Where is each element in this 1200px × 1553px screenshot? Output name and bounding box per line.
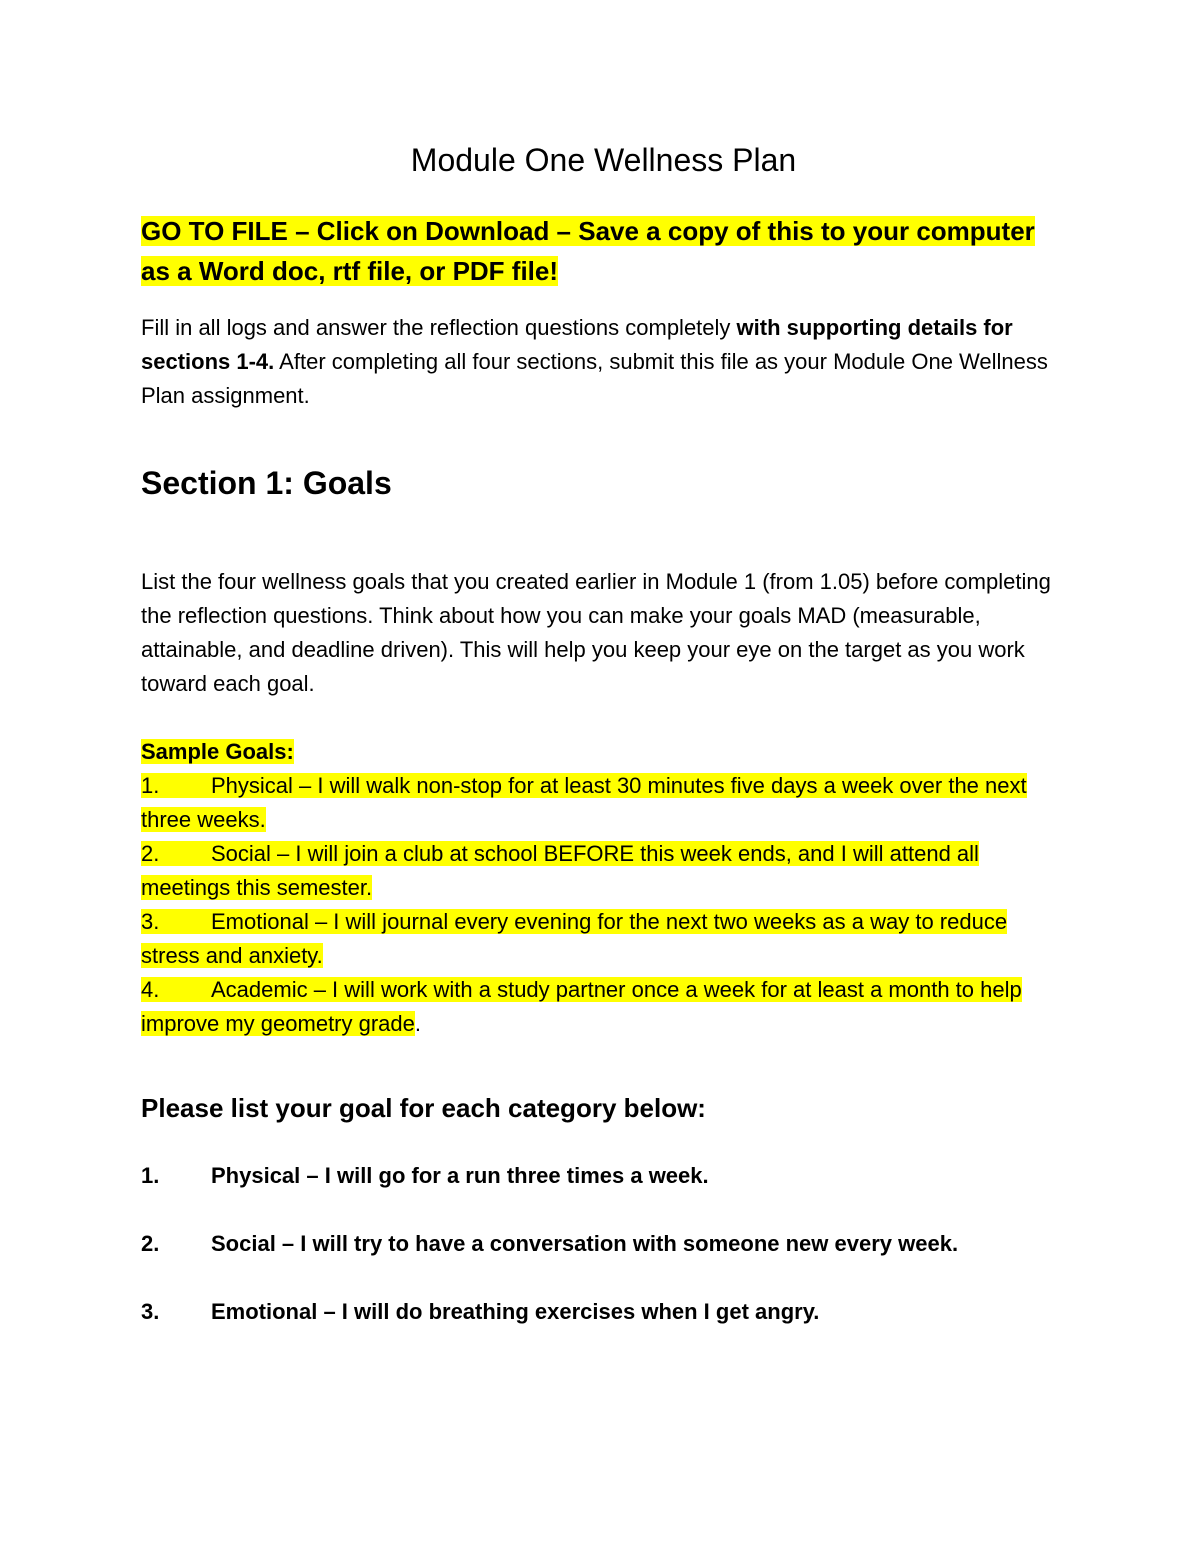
sample-goal-text: Social – I will join a club at school BEFORE this week ends, and I will attend all meetings this semester. — [141, 841, 979, 900]
instructions-bold-text: with supporting details for sections 1-4. — [141, 315, 1013, 374]
sample-goal-number: 4. — [141, 977, 160, 1002]
section-1-intro: List the four wellness goals that you created earlier in Module 1 (from 1.05) before completing the reflection questions. Think about how you can make your goals MAD (measurable, attainable, and deadline driven). This will help you keep your eye on the target as you work toward each goal. — [141, 569, 1051, 696]
sample-goal-number: 3. — [141, 909, 160, 934]
assignment-instructions — [141, 311, 1066, 413]
instructions-text-end: After completing all four sections, submit this file as your Module One Wellness Plan assignment. — [141, 349, 1048, 408]
document-title: Module One Wellness Plan — [410, 142, 797, 178]
goal-answer — [141, 1227, 1066, 1261]
sample-goal-trailing-period: . — [414, 1011, 422, 1036]
download-instruction-text: GO TO FILE – Click on Download – Save a copy of this to your computer as a Word doc, rtf file, or PDF file! — [141, 216, 1035, 286]
download-instruction — [141, 211, 1066, 291]
sample-goals — [141, 735, 1066, 1041]
goal-answer-text: Social – I will try to have a conversation with someone new every week. — [211, 1231, 959, 1256]
sample-goal-number: 2. — [141, 841, 160, 866]
goal-list-heading: Please list your goal for each category below: — [141, 1093, 706, 1123]
goal-answer — [141, 1295, 1066, 1329]
sample-goal-number: 1. — [141, 773, 160, 798]
section-1-heading: Section 1: Goals — [141, 465, 392, 501]
goal-answer-text: Physical – I will go for a run three times a week. — [211, 1163, 709, 1188]
sample-goals-title-line — [141, 735, 1066, 769]
sample-goal-item — [141, 837, 1066, 905]
goal-answer-number: 1. — [141, 1163, 160, 1188]
goal-answer — [141, 1159, 1066, 1193]
goal-answer-number: 2. — [141, 1231, 160, 1256]
sample-goal-text: Academic – I will work with a study partner once a week for at least a month to help improve my geometry grade — [141, 977, 1022, 1036]
sample-goal-text: Emotional – I will journal every evening for the next two weeks as a way to reduce stress and anxiety. — [141, 909, 1008, 968]
sample-goal-item — [141, 973, 1066, 1041]
instructions-text-start: Fill in all logs and answer the reflection questions completely — [141, 315, 737, 340]
document-page — [141, 140, 1066, 1329]
goal-answer-number: 3. — [141, 1299, 160, 1324]
goal-answer-text: Emotional – I will do breathing exercises when I get angry. — [211, 1299, 820, 1324]
sample-goal-item — [141, 905, 1066, 973]
sample-goal-item — [141, 769, 1066, 837]
sample-goal-text: Physical – I will walk non-stop for at least 30 minutes five days a week over the next three weeks. — [141, 773, 1027, 832]
sample-goals-title: Sample Goals: — [141, 739, 294, 764]
